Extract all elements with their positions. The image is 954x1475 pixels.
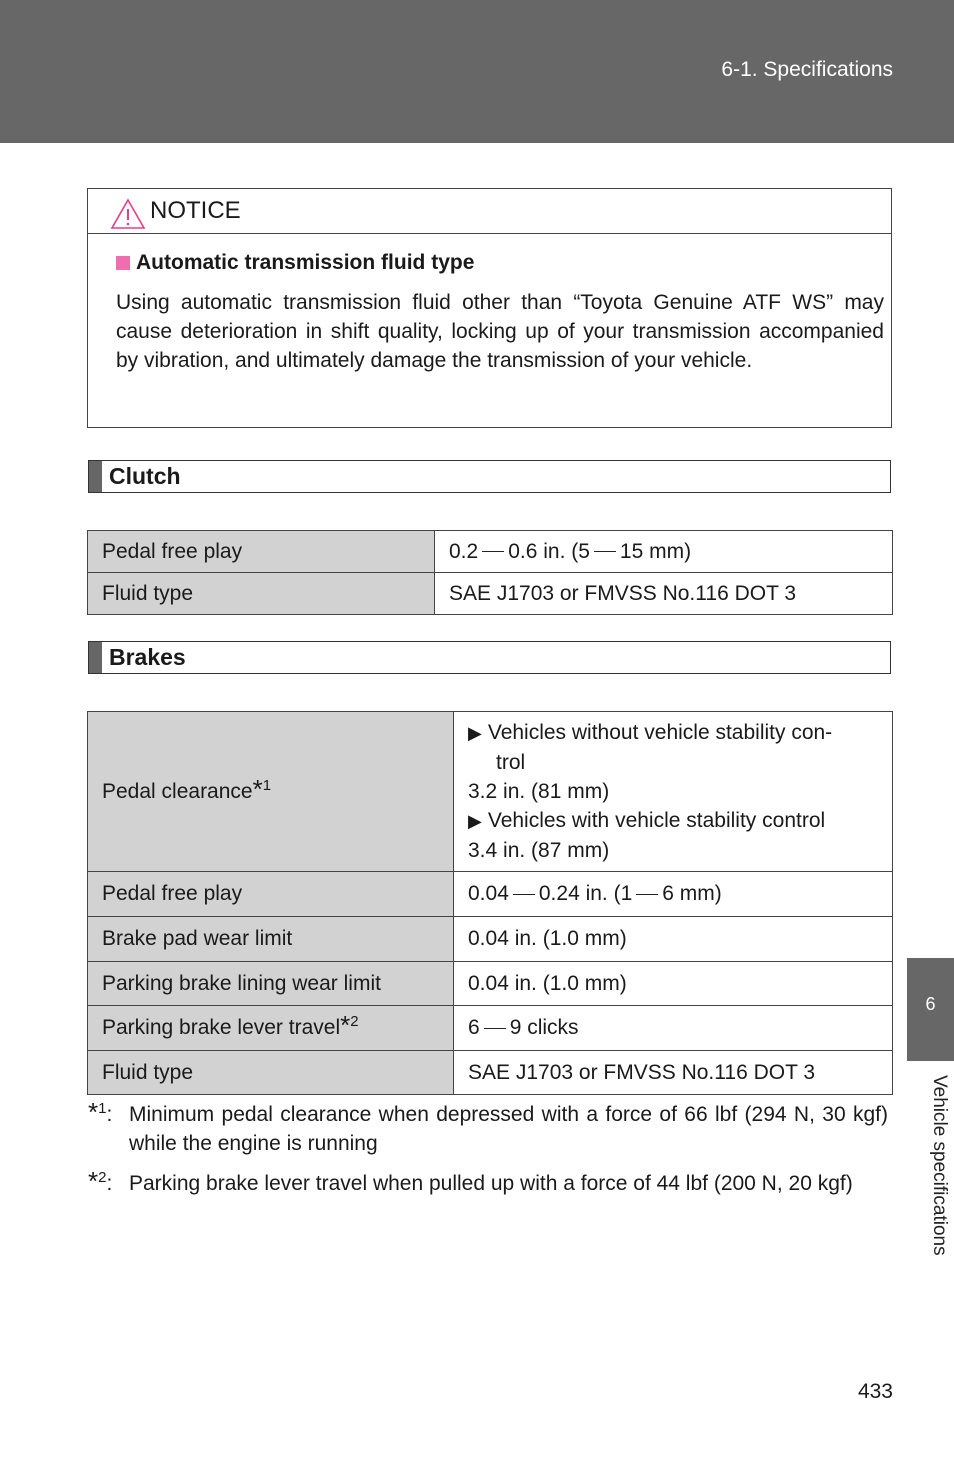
triangle-bullet-icon: ▶ xyxy=(468,723,482,743)
table-row xyxy=(88,531,893,573)
section-reference: 6-1. Specifications xyxy=(721,58,893,81)
square-bullet-icon xyxy=(116,256,130,270)
notice-title: NOTICE xyxy=(150,197,241,224)
lining-wear-label: Parking brake lining wear limit xyxy=(88,962,454,1006)
chapter-label: Vehicle specifications xyxy=(929,1075,950,1256)
brake-pad-wear-label: Brake pad wear limit xyxy=(88,917,454,962)
clutch-table xyxy=(87,530,893,615)
table-row xyxy=(88,872,893,917)
table-row xyxy=(88,917,893,962)
footnote-1: *$^1$: Minimum pedal clearance when depressed with a force of 66 lbf (294 N, 30 kgf) while the engine is running xyxy=(88,1097,888,1155)
footnote-2: *$^2$: Parking brake lever travel when pulled up with a force of 44 lbf (200 N, 20 kgf) xyxy=(88,1166,853,1196)
notice-body: Using automatic transmission fluid other than “Toyota Genuine ATF WS” may cause deterioration in shift quality, locking up of your transmission accompanied by vibration, and ultimately damage the transmission of your vehicle. xyxy=(116,291,884,372)
page-number: 433 xyxy=(857,1380,893,1403)
notice-header xyxy=(88,189,891,234)
brake-pedal-free-play-label: Pedal free play xyxy=(88,872,454,917)
chapter-tab[interactable] xyxy=(907,958,954,1061)
table-row xyxy=(88,1006,893,1051)
table-row xyxy=(88,1051,893,1095)
table-row xyxy=(88,573,893,615)
lining-wear-value: 0.04 in. (1.0 mm) xyxy=(454,962,893,1006)
brake-pedal-free-play-value: 0.04 0.24 in. (1 6 mm) xyxy=(454,872,893,917)
table-row xyxy=(88,962,893,1006)
header-band xyxy=(0,0,954,143)
triangle-bullet-icon: ▶ xyxy=(468,811,482,831)
clutch-pedal-free-play-label: Pedal free play xyxy=(88,531,435,573)
clutch-fluid-type-label: Fluid type xyxy=(88,573,435,615)
brakes-table xyxy=(87,711,893,1095)
brake-pad-wear-value: 0.04 in. (1.0 mm) xyxy=(454,917,893,962)
clutch-fluid-type-value: SAE J1703 or FMVSS No.116 DOT 3 xyxy=(435,573,893,615)
notice-box xyxy=(87,188,892,428)
brake-fluid-type-value: SAE J1703 or FMVSS No.116 DOT 3 xyxy=(454,1051,893,1095)
warning-triangle-icon xyxy=(110,198,146,230)
lever-travel-value: 6 9 clicks xyxy=(454,1006,893,1051)
table-row xyxy=(88,712,893,872)
pedal-clearance-value: ▶ Vehicles without vehicle stability con- trol 3.2 in. (81 mm) ▶ Vehicles with vehicle stability control 3.4 in. (87 mm) xyxy=(454,712,893,872)
lever-travel-label: Parking brake lever travel*$^2$ xyxy=(88,1006,454,1051)
notice-subheading: Automatic transmission fluid type xyxy=(116,251,474,275)
pedal-clearance-label: Pedal clearance*$^1$ xyxy=(88,712,454,872)
chapter-number: 6 xyxy=(925,994,936,1014)
clutch-heading: Clutch xyxy=(88,460,891,493)
brakes-heading: Brakes xyxy=(88,641,891,674)
clutch-pedal-free-play-value: 0.2 0.6 in. (5 15 mm) xyxy=(435,531,893,573)
brake-fluid-type-label: Fluid type xyxy=(88,1051,454,1095)
